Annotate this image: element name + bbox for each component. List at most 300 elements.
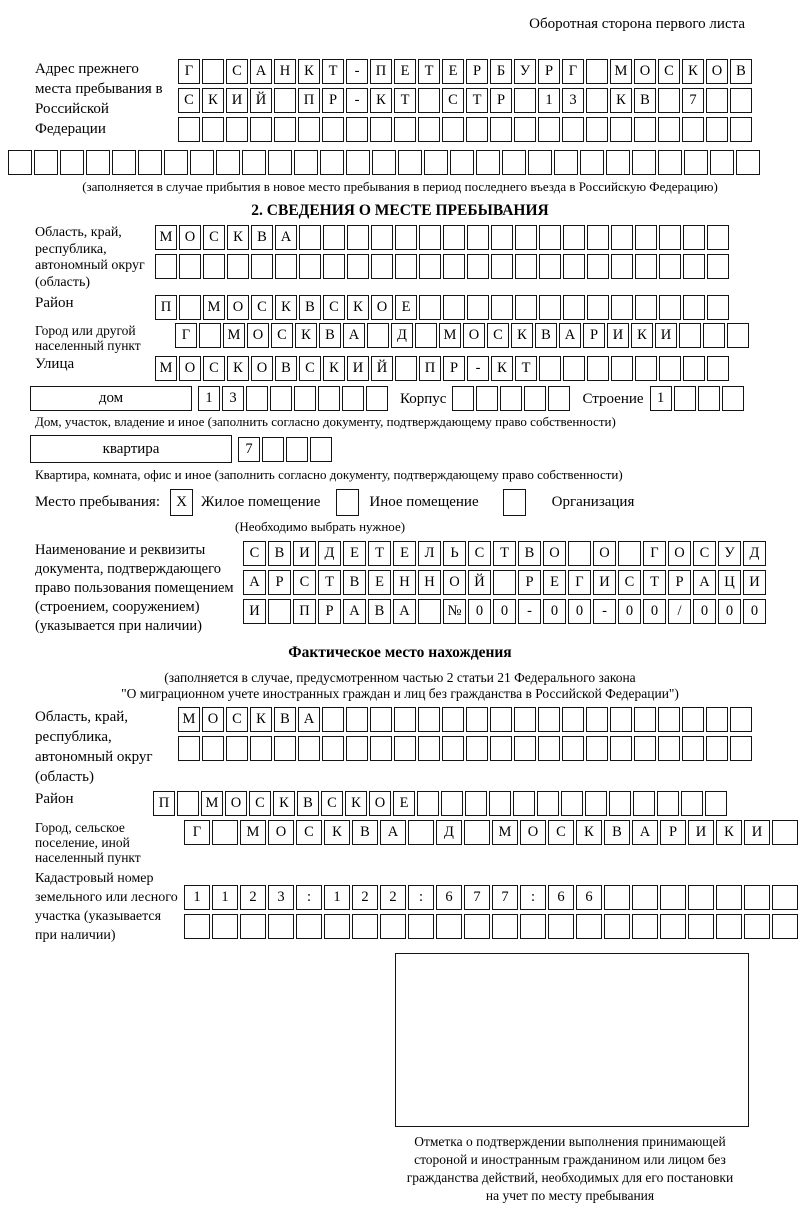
- char-cell: [394, 736, 416, 761]
- apartment-field-box: квартира: [30, 435, 232, 463]
- char-cell: Е: [393, 791, 415, 816]
- char-cell: Г: [643, 541, 666, 566]
- char-cell: С: [323, 295, 345, 320]
- char-cell: Й: [468, 570, 491, 595]
- char-cell: В: [368, 599, 391, 624]
- char-cell: А: [380, 820, 406, 845]
- char-row: [650, 386, 746, 411]
- char-row: [184, 914, 800, 939]
- char-cell: [467, 295, 489, 320]
- char-cell: [679, 323, 701, 348]
- char-cell: -: [346, 59, 368, 84]
- char-cell: [270, 386, 292, 411]
- char-cell: [706, 707, 728, 732]
- char-cell: [268, 150, 292, 175]
- char-cell: В: [251, 225, 273, 250]
- char-row: [155, 225, 731, 250]
- char-cell: [707, 356, 729, 381]
- char-cell: [548, 914, 574, 939]
- char-cell: С: [548, 820, 574, 845]
- char-cell: [419, 254, 441, 279]
- char-cell: [370, 707, 392, 732]
- char-row: [178, 59, 754, 84]
- char-cell: В: [535, 323, 557, 348]
- char-cell: [563, 225, 585, 250]
- char-cell: 2: [240, 885, 266, 910]
- char-cell: :: [296, 885, 322, 910]
- stroenie-label: Строение: [582, 391, 644, 407]
- char-cell: С: [468, 541, 491, 566]
- char-cell: П: [153, 791, 175, 816]
- char-cell: И: [347, 356, 369, 381]
- region-block: [35, 225, 800, 291]
- char-cell: [467, 225, 489, 250]
- char-cell: [538, 707, 560, 732]
- char-cell: [730, 707, 752, 732]
- char-cell: [524, 386, 546, 411]
- char-cell: Е: [442, 59, 464, 84]
- char-row: [155, 295, 731, 320]
- char-cell: 0: [718, 599, 741, 624]
- char-cell: И: [743, 570, 766, 595]
- char-cell: [408, 914, 434, 939]
- char-cell: Р: [443, 356, 465, 381]
- char-cell: О: [371, 295, 393, 320]
- char-cell: [682, 117, 704, 142]
- char-cell: [112, 150, 136, 175]
- char-cell: [611, 254, 633, 279]
- cadastral-block: [35, 869, 800, 945]
- char-cell: К: [682, 59, 704, 84]
- char-cell: П: [298, 88, 320, 113]
- char-cell: [539, 225, 561, 250]
- char-cell: [576, 914, 602, 939]
- char-cell: [606, 150, 630, 175]
- char-cell: [772, 914, 798, 939]
- char-cell: [476, 150, 500, 175]
- char-row: [155, 356, 731, 381]
- char-cell: В: [299, 295, 321, 320]
- char-row: [184, 885, 800, 910]
- char-cell: П: [155, 295, 177, 320]
- char-cell: [660, 885, 686, 910]
- char-cell: [563, 254, 585, 279]
- char-cell: К: [345, 791, 367, 816]
- char-cell: [730, 736, 752, 761]
- char-cell: 1: [538, 88, 560, 113]
- char-cell: [262, 437, 284, 462]
- char-cell: [586, 59, 608, 84]
- char-cell: [611, 356, 633, 381]
- char-cell: [710, 150, 734, 175]
- char-cell: М: [155, 356, 177, 381]
- char-cell: [609, 791, 631, 816]
- char-cell: [502, 150, 526, 175]
- char-cell: Ц: [718, 570, 741, 595]
- char-cell: Н: [393, 570, 416, 595]
- char-cell: [323, 225, 345, 250]
- char-cell: В: [297, 791, 319, 816]
- char-cell: Д: [743, 541, 766, 566]
- char-cell: 7: [682, 88, 704, 113]
- char-cell: [681, 791, 703, 816]
- char-cell: С: [226, 707, 248, 732]
- char-cell: -: [593, 599, 616, 624]
- char-cell: [443, 225, 465, 250]
- char-cell: [203, 254, 225, 279]
- char-cell: [716, 885, 742, 910]
- char-cell: С: [487, 323, 509, 348]
- char-cell: К: [576, 820, 602, 845]
- char-cell: [294, 386, 316, 411]
- char-cell: [419, 225, 441, 250]
- char-cell: [298, 736, 320, 761]
- char-cell: 1: [184, 885, 210, 910]
- char-cell: [370, 736, 392, 761]
- char-cell: [299, 225, 321, 250]
- char-cell: [322, 736, 344, 761]
- prev-address-rows: [178, 59, 754, 146]
- char-cell: [703, 323, 725, 348]
- house-row: [30, 386, 800, 411]
- char-cell: [60, 150, 84, 175]
- char-cell: В: [319, 323, 341, 348]
- char-cell: Б: [490, 59, 512, 84]
- street-label: Улица: [35, 356, 75, 372]
- char-cell: [226, 736, 248, 761]
- char-cell: А: [559, 323, 581, 348]
- char-row: [243, 570, 768, 595]
- char-cell: [580, 150, 604, 175]
- char-cell: С: [693, 541, 716, 566]
- char-cell: А: [393, 599, 416, 624]
- char-cell: К: [275, 295, 297, 320]
- char-cell: А: [343, 599, 366, 624]
- char-cell: [466, 117, 488, 142]
- char-cell: [658, 707, 680, 732]
- char-cell: [635, 254, 657, 279]
- char-cell: [705, 791, 727, 816]
- char-row: [452, 386, 572, 411]
- char-cell: [372, 150, 396, 175]
- actual-city-block: [35, 820, 800, 865]
- apartment-row: [30, 435, 800, 463]
- char-cell: О: [225, 791, 247, 816]
- char-cell: [476, 386, 498, 411]
- char-cell: [514, 736, 536, 761]
- char-cell: О: [227, 295, 249, 320]
- char-cell: [658, 117, 680, 142]
- char-cell: [212, 820, 238, 845]
- char-cell: [635, 295, 657, 320]
- document-block: [35, 541, 800, 636]
- char-row-full-width: [8, 150, 800, 175]
- char-cell: [707, 225, 729, 250]
- char-cell: 0: [568, 599, 591, 624]
- char-cell: С: [178, 88, 200, 113]
- char-cell: 1: [650, 386, 672, 411]
- char-cell: [250, 117, 272, 142]
- char-cell: В: [604, 820, 630, 845]
- prev-address-label: Адрес прежнего места пребывания в Российской Федерации: [35, 61, 163, 137]
- char-row: [243, 541, 768, 566]
- char-cell: А: [693, 570, 716, 595]
- char-cell: [587, 225, 609, 250]
- house-note: Дом, участок, владение и иное (заполнить согласно документу, подтверждающему право собственности): [35, 414, 616, 429]
- stamp-note-line: гражданства действий, необходимых для его постановки: [406, 1170, 734, 1185]
- char-cell: [528, 150, 552, 175]
- char-cell: [586, 707, 608, 732]
- char-cell: [772, 885, 798, 910]
- char-cell: [500, 386, 522, 411]
- option-residential-label: Жилое помещение: [201, 494, 321, 510]
- char-cell: [216, 150, 240, 175]
- stamp-area: [395, 953, 749, 1127]
- char-cell: И: [226, 88, 248, 113]
- char-cell: 1: [324, 885, 350, 910]
- char-cell: Г: [562, 59, 584, 84]
- char-cell: М: [492, 820, 518, 845]
- char-cell: №: [443, 599, 466, 624]
- char-cell: В: [274, 707, 296, 732]
- char-cell: [683, 225, 705, 250]
- actual-region-rows: [178, 707, 754, 765]
- char-cell: [632, 150, 656, 175]
- char-cell: :: [408, 885, 434, 910]
- char-cell: Н: [274, 59, 296, 84]
- char-cell: [514, 707, 536, 732]
- char-cell: [347, 225, 369, 250]
- char-cell: [190, 150, 214, 175]
- char-cell: С: [203, 225, 225, 250]
- char-cell: М: [178, 707, 200, 732]
- char-row: [178, 736, 754, 761]
- char-cell: [346, 117, 368, 142]
- char-cell: [464, 820, 490, 845]
- char-cell: [587, 295, 609, 320]
- char-cell: [634, 736, 656, 761]
- char-cell: К: [716, 820, 742, 845]
- char-cell: К: [631, 323, 653, 348]
- char-cell: [184, 914, 210, 939]
- char-cell: Й: [371, 356, 393, 381]
- char-cell: [443, 254, 465, 279]
- char-cell: К: [273, 791, 295, 816]
- cadastral-rows: [184, 869, 800, 943]
- char-cell: М: [201, 791, 223, 816]
- char-cell: [417, 791, 439, 816]
- char-cell: [424, 150, 448, 175]
- char-cell: [537, 791, 559, 816]
- actual-district-label: Район: [35, 791, 74, 807]
- char-cell: [370, 117, 392, 142]
- char-cell: [744, 914, 770, 939]
- char-cell: [212, 914, 238, 939]
- char-cell: О: [268, 820, 294, 845]
- checkbox-organization: [503, 489, 526, 516]
- char-cell: [688, 885, 714, 910]
- char-cell: [8, 150, 32, 175]
- char-cell: [568, 541, 591, 566]
- char-cell: 6: [436, 885, 462, 910]
- char-cell: [467, 254, 489, 279]
- corner-note: Оборотная сторона первого листа: [529, 16, 745, 32]
- char-cell: [268, 914, 294, 939]
- char-cell: [251, 254, 273, 279]
- stay-type-row: [35, 489, 800, 516]
- char-cell: 3: [222, 386, 244, 411]
- char-cell: [635, 356, 657, 381]
- char-cell: [418, 707, 440, 732]
- char-cell: [610, 736, 632, 761]
- char-cell: 7: [464, 885, 490, 910]
- char-cell: [698, 386, 720, 411]
- char-cell: [155, 254, 177, 279]
- char-cell: Г: [184, 820, 210, 845]
- char-row: [155, 254, 731, 279]
- char-cell: [366, 386, 388, 411]
- char-cell: Е: [393, 541, 416, 566]
- char-cell: [744, 885, 770, 910]
- char-cell: [660, 914, 686, 939]
- checkbox-residential: X: [170, 489, 193, 516]
- char-cell: С: [658, 59, 680, 84]
- char-cell: 6: [548, 885, 574, 910]
- char-cell: М: [223, 323, 245, 348]
- char-cell: [548, 386, 570, 411]
- char-cell: [611, 225, 633, 250]
- char-cell: [554, 150, 578, 175]
- char-cell: [86, 150, 110, 175]
- char-cell: 0: [618, 599, 641, 624]
- char-cell: [178, 117, 200, 142]
- char-cell: К: [298, 59, 320, 84]
- char-cell: [491, 295, 513, 320]
- char-cell: [371, 254, 393, 279]
- char-cell: М: [610, 59, 632, 84]
- cadastral-label: Кадастровый номер земельного или лесного участка (указывается при наличии): [35, 871, 178, 943]
- char-cell: [226, 117, 248, 142]
- char-cell: Е: [395, 295, 417, 320]
- char-cell: О: [463, 323, 485, 348]
- actual-region-block: [35, 707, 800, 787]
- actual-region-label: Область, край, республика, автономный округ (область): [35, 709, 153, 785]
- char-cell: С: [243, 541, 266, 566]
- char-cell: [246, 386, 268, 411]
- char-cell: Т: [418, 59, 440, 84]
- char-cell: [418, 599, 441, 624]
- char-cell: А: [250, 59, 272, 84]
- char-cell: [659, 254, 681, 279]
- char-cell: О: [593, 541, 616, 566]
- char-cell: В: [275, 356, 297, 381]
- char-cell: [632, 914, 658, 939]
- char-cell: [659, 356, 681, 381]
- char-cell: [586, 88, 608, 113]
- char-cell: [34, 150, 58, 175]
- char-cell: С: [618, 570, 641, 595]
- char-cell: О: [247, 323, 269, 348]
- char-cell: К: [323, 356, 345, 381]
- char-cell: [465, 791, 487, 816]
- char-cell: Т: [368, 541, 391, 566]
- checkbox-other-premises: [336, 489, 359, 516]
- char-row: [178, 707, 754, 732]
- char-cell: [367, 323, 389, 348]
- char-cell: К: [511, 323, 533, 348]
- apartment-note: Квартира, комната, офис и иное (заполнить согласно документу, подтверждающему право собственности): [35, 467, 623, 482]
- korpus-label: Корпус: [400, 391, 447, 407]
- char-cell: [274, 117, 296, 142]
- char-cell: А: [243, 570, 266, 595]
- char-cell: [466, 736, 488, 761]
- char-cell: [683, 356, 705, 381]
- char-cell: Д: [391, 323, 413, 348]
- char-cell: [443, 295, 465, 320]
- char-cell: [730, 88, 752, 113]
- char-cell: О: [443, 570, 466, 595]
- stamp-note-line: стороной и иностранным гражданином или лицом без: [414, 1152, 726, 1167]
- char-cell: 7: [492, 885, 518, 910]
- section3-title: Фактическое место нахождения: [288, 644, 512, 661]
- char-cell: К: [202, 88, 224, 113]
- char-cell: [342, 386, 364, 411]
- char-cell: [296, 914, 322, 939]
- char-cell: [618, 541, 641, 566]
- document-label: Наименование и реквизиты документа, подтверждающего право пользования помещением (строением, сооружением) (указывается при наличии): [35, 542, 234, 634]
- char-cell: М: [439, 323, 461, 348]
- char-cell: Р: [466, 59, 488, 84]
- char-cell: [707, 295, 729, 320]
- stamp-note-line: Отметка о подтверждении выполнения принимающей: [414, 1134, 726, 1149]
- char-cell: Р: [668, 570, 691, 595]
- char-cell: [242, 150, 266, 175]
- char-cell: П: [370, 59, 392, 84]
- char-cell: С: [299, 356, 321, 381]
- char-cell: [586, 736, 608, 761]
- char-cell: В: [518, 541, 541, 566]
- char-cell: [240, 914, 266, 939]
- char-cell: У: [718, 541, 741, 566]
- char-cell: Н: [418, 570, 441, 595]
- char-cell: [371, 225, 393, 250]
- char-cell: [322, 117, 344, 142]
- char-cell: М: [155, 225, 177, 250]
- char-cell: [716, 914, 742, 939]
- char-cell: У: [514, 59, 536, 84]
- char-cell: [634, 117, 656, 142]
- char-cell: 7: [238, 437, 260, 462]
- char-row: [175, 323, 751, 348]
- char-cell: [318, 386, 340, 411]
- char-cell: Й: [250, 88, 272, 113]
- char-cell: [491, 225, 513, 250]
- char-cell: [658, 88, 680, 113]
- char-cell: [706, 736, 728, 761]
- char-cell: С: [203, 356, 225, 381]
- char-cell: -: [467, 356, 489, 381]
- char-cell: Г: [568, 570, 591, 595]
- char-cell: [707, 254, 729, 279]
- section3-note-line1: (заполняется в случае, предусмотренном частью 2 статьи 21 Федерального закона: [164, 670, 636, 685]
- char-cell: [138, 150, 162, 175]
- char-cell: О: [520, 820, 546, 845]
- stamp-note: [350, 1133, 790, 1205]
- char-cell: [202, 736, 224, 761]
- char-cell: С: [226, 59, 248, 84]
- prev-address-note: (заполняется в случае прибытия в новое место пребывания в период последнего въезда в Российскую Федерацию): [82, 179, 718, 194]
- char-cell: Д: [436, 820, 462, 845]
